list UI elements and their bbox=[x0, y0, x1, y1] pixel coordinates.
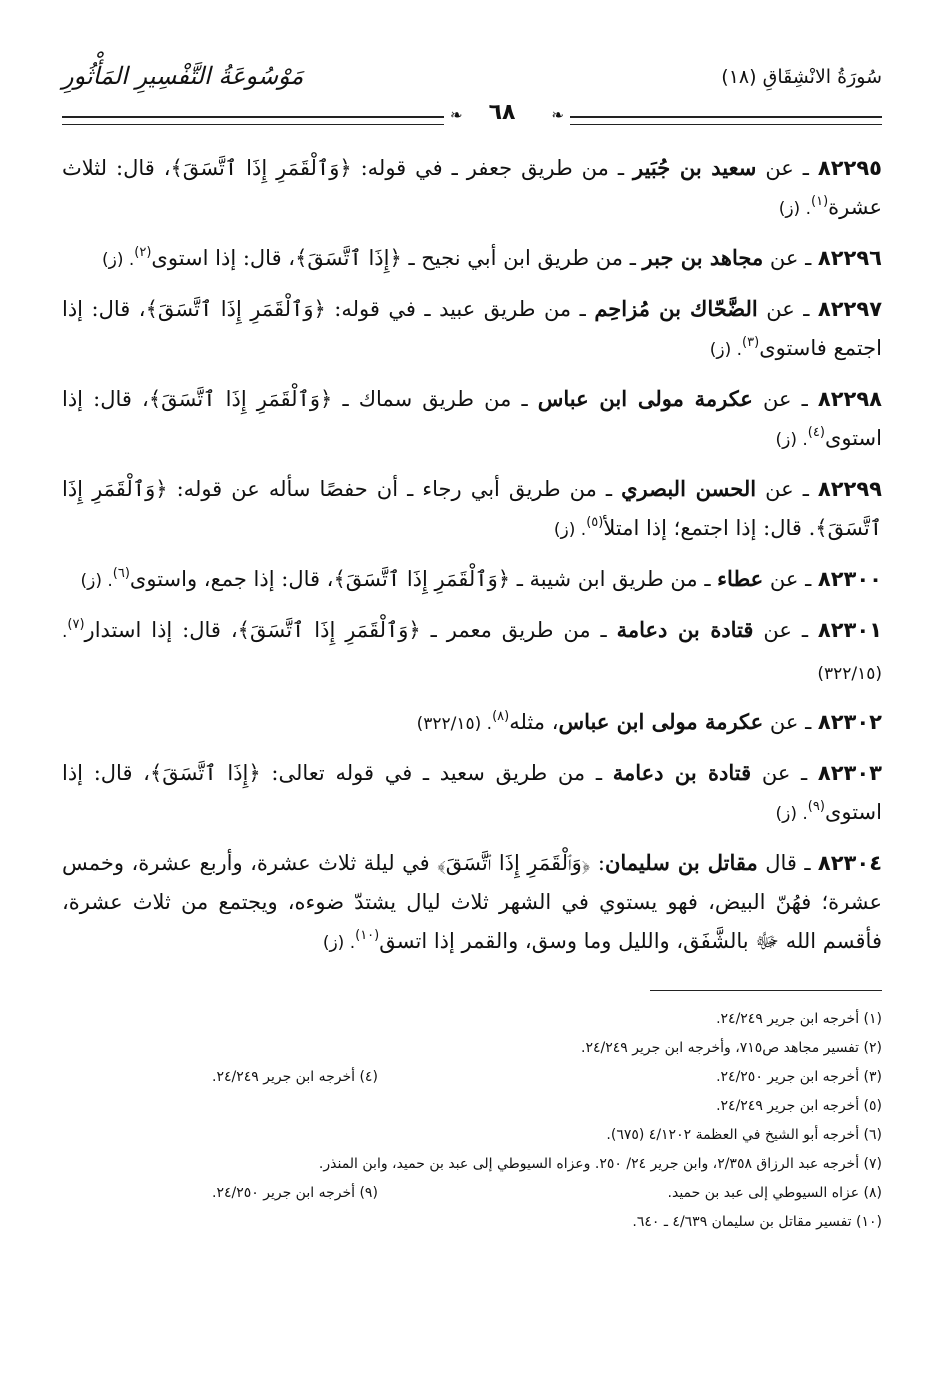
narration-number: ٨٢٢٩٥ bbox=[817, 156, 882, 180]
source-reference: . (ز) bbox=[778, 199, 811, 219]
quran-verse: ﴿إِذَا ٱتَّسَقَ﴾ bbox=[149, 761, 261, 785]
narrator-name: عكرمة مولى ابن عباس bbox=[537, 386, 753, 411]
narration-number: ٨٢٢٩٨ bbox=[817, 387, 882, 411]
footnote-line bbox=[62, 1179, 882, 1208]
narration-entry bbox=[62, 753, 882, 835]
narration-number: ٨٢٣٠١ bbox=[817, 618, 883, 642]
narration-entry bbox=[62, 702, 882, 745]
source-reference: . (ز) bbox=[709, 340, 743, 360]
narration-number: ٨٢٣٠٠ bbox=[817, 567, 882, 591]
chain-text: ـ من طريق أبي رجاء ـ أن حفصًا سأله عن قوله: bbox=[167, 477, 622, 501]
narration-prefix: ـ عن bbox=[751, 761, 818, 785]
narration-text: ، قال: إذا استوى bbox=[62, 387, 882, 450]
narrations-list bbox=[62, 148, 882, 964]
narration-text: في ليلة ثلاث عشرة، وأربع عشرة، وخمس عشرة؛ فهُنّ البيض، فهو يستوي في الشهر ثلاث ليال يشتدّ ضوءه، ويجتمع من ثلاث عشرة، فأقسم الله ﷻ بالشَّفَق، والليل وما وسق، والقمر إذا اتسق bbox=[62, 851, 882, 953]
footnotes bbox=[62, 1005, 882, 1237]
footnote-marker: (٦) bbox=[112, 566, 130, 581]
narration-number: ٨٢٣٠٤ bbox=[817, 851, 883, 875]
narration-prefix: ـ عن bbox=[752, 387, 818, 411]
footnote-line bbox=[62, 1005, 882, 1034]
source-reference: . (٣٢٢/١٥) bbox=[416, 714, 493, 734]
narrator-name: مجاهد بن جبر bbox=[642, 245, 764, 270]
narration-number: ٨٢٢٩٩ bbox=[817, 477, 882, 501]
narration-prefix: ـ عن bbox=[757, 297, 818, 321]
narration-number: ٨٢٣٠٣ bbox=[817, 761, 882, 785]
quran-verse: ﴿وَٱلْقَمَرِ إِذَا ٱتَّسَقَ﴾ bbox=[237, 618, 421, 642]
footnote-marker: (١٠) bbox=[355, 928, 380, 943]
footnote-line bbox=[62, 1208, 882, 1237]
footnote-line bbox=[62, 1121, 882, 1150]
source-reference: . (ز) bbox=[80, 571, 113, 591]
chain-text: ـ من طريق معمر ـ bbox=[420, 618, 617, 642]
narrator-name: قتادة بن دعامة bbox=[616, 617, 754, 642]
footnote-line bbox=[62, 1063, 882, 1092]
narration-text: ، قال: إذا جمع، واستوى bbox=[129, 567, 334, 591]
footnote-text: (٥) أخرجه ابن جرير ٢٤/٢٤٩. bbox=[716, 1098, 882, 1114]
document-page bbox=[62, 60, 882, 1237]
narration-text: ، قال: إذا استوى bbox=[62, 761, 882, 824]
narration-prefix: ـ قال bbox=[757, 851, 818, 875]
chain-text: ، مثله bbox=[509, 710, 559, 734]
footnote-marker: (٧) bbox=[67, 617, 85, 632]
footnote-text: (٧) أخرجه عبد الرزاق ٢/٣٥٨، وابن جرير ٢٤/ ٢٥٠. وعزاه السيوطي إلى عبد بن حميد، وابن المنذر. bbox=[318, 1156, 882, 1172]
narration-number: ٨٢٢٩٦ bbox=[817, 246, 882, 270]
footnote-marker: (٩) bbox=[807, 799, 825, 814]
footnote-line bbox=[62, 1034, 882, 1063]
footnote-separator bbox=[650, 990, 882, 991]
narration-prefix: ـ عن bbox=[763, 246, 818, 270]
footnote-marker: (٥) bbox=[586, 515, 604, 530]
chain-text: ـ من طريق جعفر ـ في قوله: bbox=[351, 156, 633, 180]
footnote-text: (٨) عزاه السيوطي إلى عبد بن حميد. bbox=[667, 1185, 882, 1201]
narration-prefix: ـ عن bbox=[763, 710, 818, 734]
narration-entry bbox=[62, 610, 882, 694]
narration-number: ٨٢٣٠٢ bbox=[817, 710, 882, 734]
surah-title: سُورَةُ الانْشِقَاقِ (١٨) bbox=[721, 66, 882, 88]
footnote-line bbox=[62, 1092, 882, 1121]
quran-verse: ﴿وَٱلْقَمَرِ إِذَا ٱتَّسَقَ﴾ bbox=[437, 851, 591, 875]
footnote-text: (١) أخرجه ابن جرير ٢٤/٢٤٩. bbox=[716, 1011, 882, 1027]
source-reference: . (ز) bbox=[322, 933, 356, 953]
footnote-text: (٦) أخرجه أبو الشيخ في العظمة ٤/١٢٠٢ (٦٧٥). bbox=[606, 1127, 882, 1143]
narration-prefix: ـ عن bbox=[753, 618, 818, 642]
source-reference: . (ز) bbox=[775, 804, 808, 824]
footnote-text: (٣) أخرجه ابن جرير ٢٤/٢٥٠. bbox=[716, 1069, 882, 1085]
ornament-left-icon: ❧ bbox=[450, 106, 463, 124]
footnote-text: (١٠) تفسير مقاتل بن سليمان ٤/٦٣٩ ـ ٦٤٠. bbox=[632, 1214, 882, 1230]
quran-verse: ﴿وَٱلْقَمَرِ إِذَا ٱتَّسَقَ﴾ bbox=[62, 477, 882, 540]
footnote-marker: (١) bbox=[811, 194, 829, 209]
quran-verse: ﴿وَٱلْقَمَرِ إِذَا ٱتَّسَقَ﴾ bbox=[148, 387, 333, 411]
narrator-name: قتادة بن دعامة bbox=[612, 760, 752, 785]
narrator-name: مقاتل بن سليمان bbox=[604, 850, 758, 875]
narration-entry bbox=[62, 148, 882, 230]
narration-text: ، قال: إذا استوى bbox=[151, 246, 296, 270]
narration-prefix: ـ عن bbox=[756, 156, 818, 180]
narrator-name: الضَّحّاك بن مُزاحِم bbox=[594, 296, 758, 321]
source-reference: . (ز) bbox=[775, 430, 808, 450]
source-reference: . (ز) bbox=[101, 250, 135, 270]
narration-text: ، قال: إذا استدار bbox=[84, 618, 238, 642]
header-rule-right bbox=[570, 116, 882, 125]
chain-text: ـ من طريق ابن أبي نجيح ـ bbox=[401, 246, 643, 270]
narration-text: . قال: إذا اجتمع؛ إذا امتلأ bbox=[603, 516, 816, 540]
narration-text: ، قال: لثلاث عشرة bbox=[62, 156, 882, 219]
header-rule-left bbox=[62, 116, 444, 125]
footnote-marker: (٣) bbox=[742, 335, 760, 350]
quran-verse: ﴿وَٱلْقَمَرِ إِذَا ٱتَّسَقَ﴾ bbox=[170, 156, 352, 180]
narration-entry bbox=[62, 289, 882, 371]
narration-prefix: ـ عن bbox=[763, 567, 818, 591]
narration-entry bbox=[62, 843, 882, 964]
footnote-text: (٢) تفسير مجاهد ص٧١٥، وأخرجه ابن جرير ٢٤/٢٤٩. bbox=[581, 1040, 882, 1056]
footnote-text-secondary: (٤) أخرجه ابن جرير ٢٤/٢٤٩. bbox=[212, 1069, 378, 1085]
narrator-name: عطاء bbox=[717, 566, 764, 591]
chain-text: ـ من طريق سماك ـ bbox=[332, 387, 538, 411]
quran-verse: ﴿وَٱلْقَمَرِ إِذَا ٱتَّسَقَ﴾ bbox=[145, 297, 326, 321]
running-header bbox=[62, 60, 882, 130]
narration-prefix: ـ عن bbox=[756, 477, 818, 501]
narration-entry bbox=[62, 469, 882, 551]
footnote-marker: (٤) bbox=[807, 425, 825, 440]
page-number: ٦٨ bbox=[488, 100, 516, 125]
footnote-text-secondary: (٩) أخرجه ابن جرير ٢٤/٢٥٠. bbox=[212, 1185, 378, 1201]
narrator-name: عكرمة مولى ابن عباس bbox=[558, 709, 764, 734]
chain-text: ـ من طريق عبيد ـ في قوله: bbox=[325, 297, 595, 321]
narration-entry bbox=[62, 559, 882, 602]
narration-text: ، قال: إذا اجتمع فاستوى bbox=[62, 297, 882, 360]
quran-verse: ﴿وَٱلْقَمَرِ إِذَا ٱتَّسَقَ﴾ bbox=[333, 567, 511, 591]
quran-verse: ﴿إِذَا ٱتَّسَقَ﴾ bbox=[295, 246, 402, 270]
footnote-line bbox=[62, 1150, 882, 1179]
book-title: مَوْسُوعَةُ التَّفْسِيرِ المَأْثُورِ bbox=[62, 62, 304, 90]
source-reference: . (٣٢٢/١٥) bbox=[62, 622, 882, 684]
narration-number: ٨٢٢٩٧ bbox=[817, 297, 883, 321]
source-reference: . (ز) bbox=[553, 520, 587, 540]
footnote-marker: (٨) bbox=[492, 709, 510, 724]
chain-text: : bbox=[590, 851, 605, 875]
narration-entry bbox=[62, 379, 882, 461]
narrator-name: سعيد بن جُبَير bbox=[633, 155, 757, 180]
footnote-marker: (٢) bbox=[134, 245, 152, 260]
narrator-name: الحسن البصري bbox=[621, 476, 757, 501]
chain-text: ـ من طريق ابن شيبة ـ bbox=[510, 567, 718, 591]
chain-text: ـ من طريق سعيد ـ في قوله تعالى: bbox=[260, 761, 613, 785]
ornament-right-icon: ❧ bbox=[551, 106, 564, 124]
narration-entry bbox=[62, 238, 882, 281]
